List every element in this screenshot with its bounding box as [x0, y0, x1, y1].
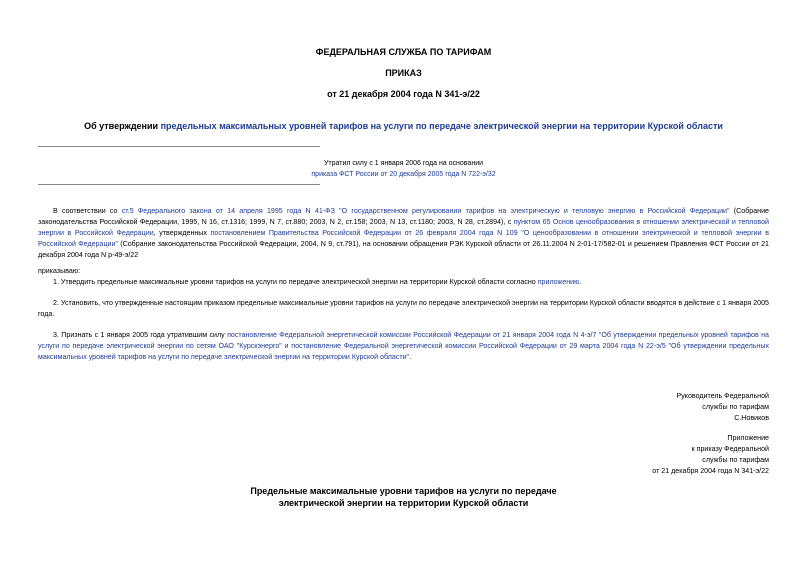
preamble-text-2: (Собрание законодательства Российской Федерации, 1995, N 16, ст.1316; 1999, N 7, ст.880; 2003, N 2, ст.158; 2003, N 13, ст.1180; 2003, N 28, ст.2894), с [38, 207, 769, 226]
government-decree-link[interactable]: постановлением Правительства Российской Федерации от 26 февраля 2004 года N 109 "О ценообразовании в отношении электрической и тепловой энергии в Российской Федерации" [38, 229, 769, 248]
law-article-link[interactable]: ст.5 Федерального закона от 14 апреля 1995 года N 41-ФЗ "О государственном регулировании тарифов на электрическую и тепловую энергию в Российской Федерации" [121, 207, 730, 215]
appendix-title-line-2: электрической энергии на территории Курской области [278, 498, 529, 508]
doc-type: ПРИКАЗ [385, 68, 422, 78]
appendix-reference [569, 433, 769, 477]
appendix-ref-line-3: службы по тарифам [702, 456, 769, 464]
appendix-ref-line-2: к приказу Федеральной [691, 445, 769, 453]
agency-name: ФЕДЕРАЛЬНАЯ СЛУЖБА ПО ТАРИФАМ [315, 47, 492, 57]
item-3-end: . [409, 353, 412, 361]
item-3-text: 3. Признать с 1 января 2005 года утратившим силу [53, 331, 228, 339]
preamble-text-3: , утвержденных [153, 229, 211, 237]
status-note-link[interactable]: приказа ФСТ России от 20 декабря 2005 года N 722-э/32 [311, 171, 496, 178]
item-1-text: 1. Утвердить предельные максимальные уровни тарифов на услуги по передаче электрической энергии на территории Курской области согласно [53, 278, 538, 286]
item-3 [38, 330, 769, 363]
divider-top [38, 146, 320, 147]
pricing-basics-link[interactable]: пунктом 65 Основ ценообразования в отношении электрической и тепловой энергии в Российской Федерации [38, 218, 769, 237]
order-word: приказываю: [38, 267, 81, 275]
item-2-text: 2. Установить, что утвержденные настоящим приказом предельные максимальные уровни тарифов на услуги по передаче электрической энергии на территории Курской области вводятся в действие с 1 января 2005 года. [38, 299, 769, 318]
signature-name: С.Новиков [734, 414, 769, 422]
title-prefix: Об утверждении [84, 121, 161, 131]
divider-bottom [38, 184, 320, 185]
signature-line-2: службы по тарифам [702, 403, 769, 411]
item-2 [38, 298, 769, 320]
appendix-title [0, 485, 807, 509]
doc-title [0, 121, 807, 131]
item-1 [38, 277, 769, 288]
signature-block [569, 391, 769, 424]
appendix-ref-line-4: от 21 декабря 2004 года N 341-э/22 [652, 467, 769, 475]
repealed-decrees-link[interactable]: постановление Федеральной энергетической комиссии Российской Федерации от 21 января 2004 года N 4-э/7 "Об утверждении предельных уровней тарифов на услуги по передаче электрической энергии по сетям ОАО "Курскэнерго" и постановление Федеральной энергетической комиссии Российской Федерации от 29 марта 2004 года N 22-э/5 "Об утверждении предельных максимальных уровней тарифов на услуги по передаче электрической энергии на территории Курской области" [38, 331, 769, 361]
title-link[interactable]: предельных максимальных уровней тарифов на услуги по передаче электрической энергии на территории Курской области [160, 121, 723, 131]
status-note [236, 158, 571, 180]
appendix-title-line-1: Предельные максимальные уровни тарифов на услуги по передаче [250, 486, 557, 496]
item-1-end: . [579, 278, 582, 286]
appendix-ref-line-1: Приложение [727, 434, 769, 442]
appendix-link[interactable]: приложению [537, 278, 580, 286]
preamble-text-4: (Собрание законодательства Российской Федерации, 2004, N 9, ст.791), на основании обращения РЭК Курской области от 26.11.2004 N 2-01-17/582-01 и решением Правления ФСТ России от 21 декабря 2004 года N р-49-э/22 [38, 240, 769, 259]
signature-line-1: Руководитель Федеральной [676, 392, 769, 400]
preamble-paragraph [38, 206, 769, 261]
preamble-text-1: В соответствии со [53, 207, 122, 215]
doc-date-number: от 21 декабря 2004 года N 341-э/22 [327, 89, 480, 99]
status-note-text: Утратил силу с 1 января 2006 года на основании [323, 160, 484, 167]
